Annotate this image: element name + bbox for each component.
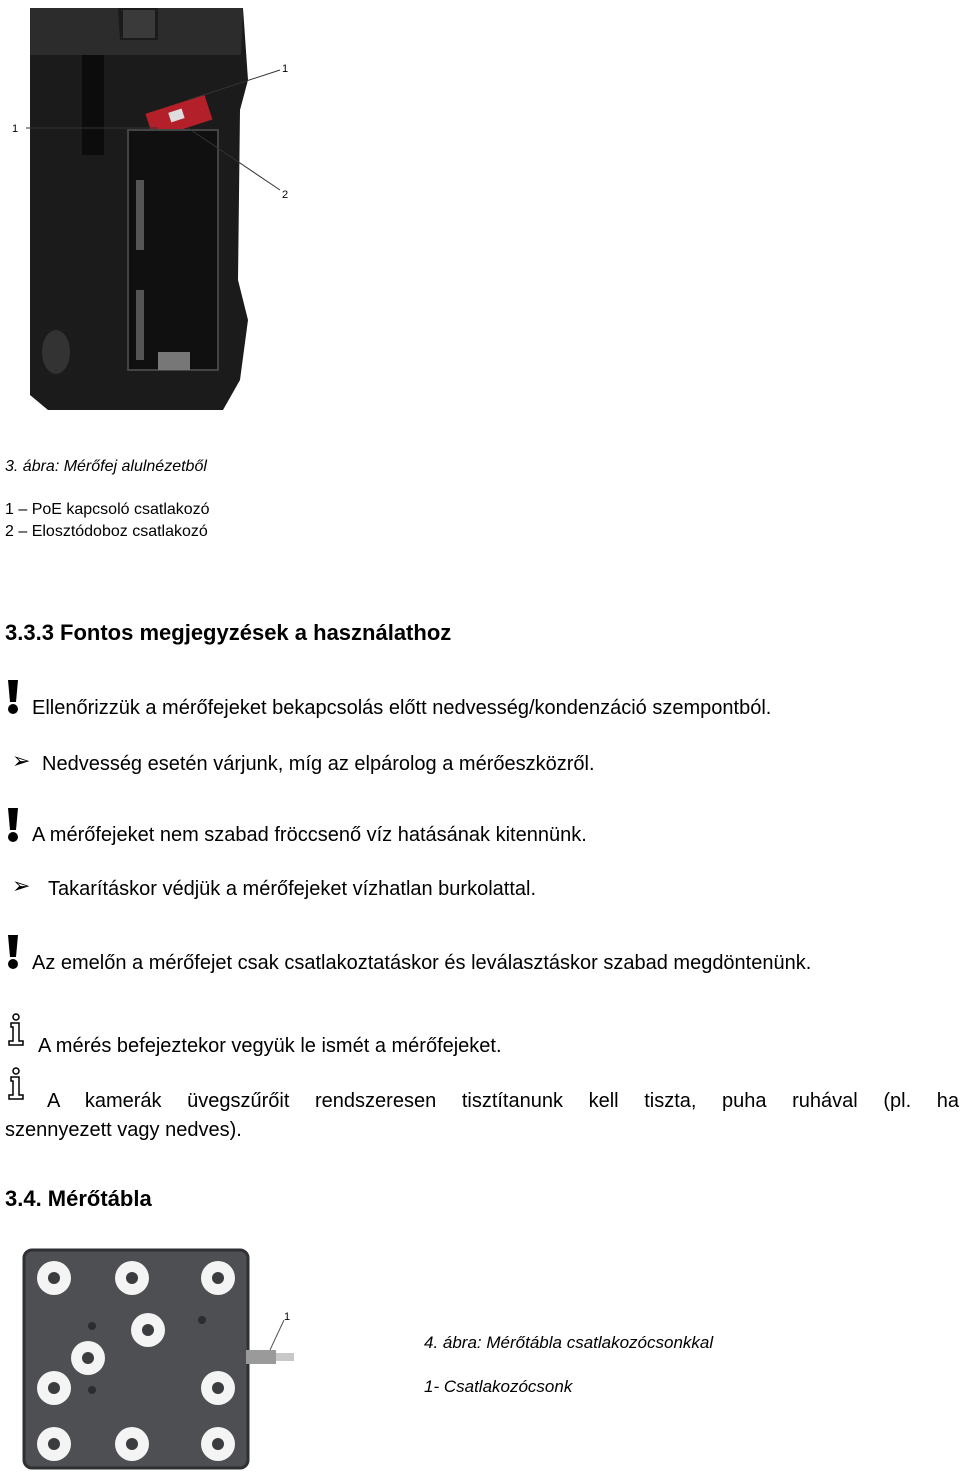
exclamation-icon: [6, 680, 20, 716]
exclamation-icon: [6, 935, 20, 971]
callout-1-left: 1: [12, 123, 19, 135]
arrow-bullet-icon: ➢: [12, 873, 31, 898]
callout-2: 2: [282, 189, 289, 201]
figure-4-caption: 4. ábra: Mérőtábla csatlakozócsonkkal: [424, 1333, 714, 1352]
plate-hole-center: [48, 1438, 60, 1450]
plate-hole-center: [212, 1382, 224, 1394]
plate-small-hole: [88, 1322, 96, 1330]
figure-3-legend-2: 2 – Elosztódoboz csatlakozó: [5, 523, 208, 540]
note-text-3: A mérőfejeket nem szabad fröccsenő víz hatásának kitennünk.: [32, 824, 587, 846]
plate-hole-center: [126, 1438, 138, 1450]
figure-4-image: [22, 1248, 300, 1470]
figure-4-legend: 1- Csatlakozócsonk: [424, 1377, 573, 1396]
section-333-heading: 3.3.3 Fontos megjegyzések a használathoz: [5, 620, 452, 645]
plate-hole-center: [48, 1272, 60, 1284]
exclamation-icon: [6, 808, 20, 844]
callout-1-top: 1: [282, 63, 289, 75]
note-text-2: Nedvesség esetén várjunk, míg az elpárolog a mérőeszközről.: [42, 753, 595, 775]
plate-hole-center: [212, 1438, 224, 1450]
plate-hole-center: [48, 1382, 60, 1394]
callout-1-plate: 1: [284, 1311, 291, 1323]
section-34-heading: 3.4. Mérőtábla: [5, 1186, 152, 1211]
note-text-4: Takarításkor védjük a mérőfejeket vízhatlan burkolattal.: [48, 878, 537, 900]
note-text-6: A mérés befejeztekor vegyük le ismét a mérőfejeket.: [38, 1035, 502, 1057]
plate-hole-center: [212, 1272, 224, 1284]
plate-hole-center: [126, 1272, 138, 1284]
plate-hole-center: [142, 1324, 154, 1336]
figure-3-image: [8, 0, 296, 434]
note-text-7: A kamerák üvegszűrőit rendszeresen tisztítanunk kell tiszta, puha ruhával (pl. ha: [47, 1090, 959, 1112]
info-icon: [6, 1013, 26, 1047]
note-text-1: Ellenőrizzük a mérőfejeket bekapcsolás előtt nedvesség/kondenzáció szempontból.: [32, 697, 772, 719]
plate-small-hole: [88, 1386, 96, 1394]
note-text-7-continued: szennyezett vagy nedves).: [5, 1119, 242, 1141]
figure-3-caption: 3. ábra: Mérőfej alulnézetből: [5, 458, 207, 475]
info-icon: [6, 1067, 26, 1101]
figure-3-legend-1: 1 – PoE kapcsoló csatlakozó: [5, 501, 210, 518]
arrow-bullet-icon: ➢: [12, 748, 31, 773]
plate-hole-center: [82, 1352, 94, 1364]
plate-small-hole: [198, 1316, 206, 1324]
note-text-5: Az emelőn a mérőfejet csak csatlakoztatáskor és leválasztáskor szabad megdöntenünk.: [32, 952, 812, 974]
